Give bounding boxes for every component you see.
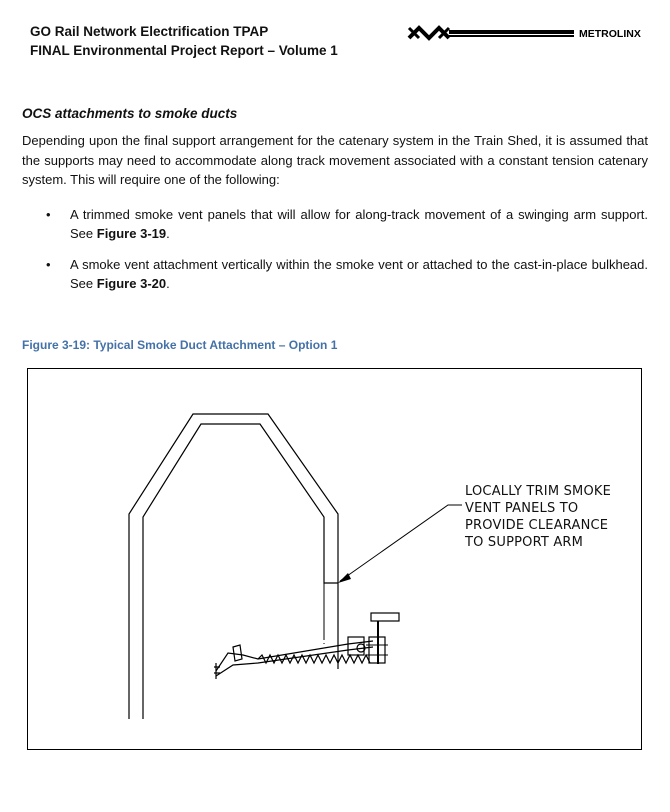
- bullet-item: [46, 256, 648, 293]
- callout-annotation: [465, 483, 611, 551]
- bullet-item: [46, 206, 648, 243]
- bullet-dot: •: [46, 207, 51, 222]
- figure-reference: Figure 3-20: [96, 275, 167, 291]
- header-title-line2: FINAL Environmental Project Report – Volume 1: [30, 43, 338, 58]
- callout-line: PROVIDE CLEARANCE: [465, 518, 609, 533]
- document-header: [30, 22, 338, 60]
- bullet-dot: •: [46, 257, 51, 272]
- figure-caption: Figure 3-19: Typical Smoke Duct Attachment – Option 1: [22, 338, 338, 352]
- mounting-bracket: [371, 613, 399, 621]
- header-title-line1: GO Rail Network Electrification TPAP: [30, 24, 269, 39]
- smoke-duct-inner-outline: [143, 424, 338, 719]
- smoke-duct-drawing: [28, 369, 640, 748]
- callout-line: VENT PANELS TO: [465, 501, 579, 516]
- logo-text: METROLINX: [579, 28, 641, 40]
- bullet-text: A smoke vent attachment vertically within the smoke vent or attached to the cast-in-place bulkhead. See Figure 3-20.: [70, 257, 648, 291]
- figure-reference: Figure 3-19: [96, 225, 167, 241]
- metrolinx-logo-mark: [407, 18, 647, 48]
- callout-line: TO SUPPORT ARM: [465, 535, 584, 550]
- figure-drawing: [27, 368, 642, 750]
- callout-line: LOCALLY TRIM SMOKE: [465, 484, 612, 499]
- swinging-arm-insulator: [214, 637, 373, 679]
- bullet-text: A trimmed smoke vent panels that will allow for along-track movement of a swinging arm support. See Figure 3-19.: [70, 207, 648, 241]
- body-paragraph: Depending upon the final support arrangement for the catenary system in the Train Shed, it is assumed that the supports may need to accommodate along track movement associated with a constant tension catenary system. This will require one of the following:: [22, 133, 648, 187]
- metrolinx-logo: [407, 18, 647, 48]
- section-heading: OCS attachments to smoke ducts: [22, 106, 238, 121]
- smoke-duct-outer-outline: [129, 414, 338, 719]
- callout-leader-line: [340, 505, 462, 581]
